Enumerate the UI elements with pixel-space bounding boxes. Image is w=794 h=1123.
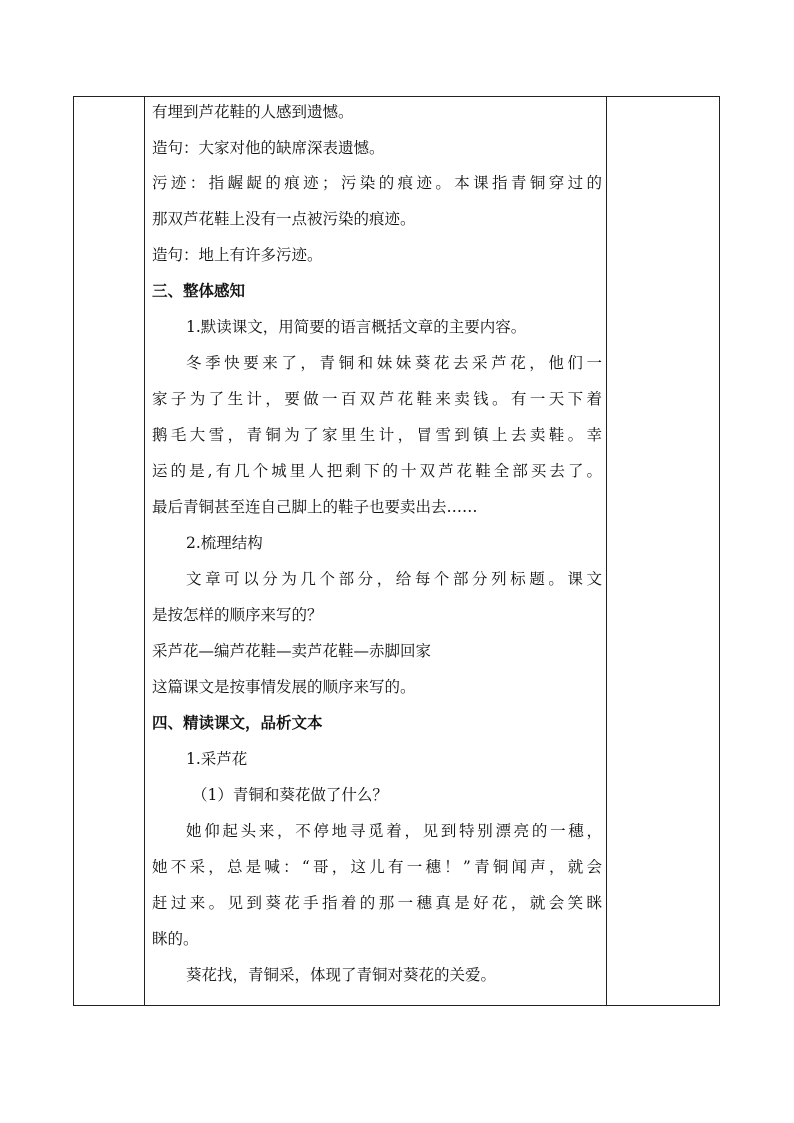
text-line: 污迹：指龌龊的痕迹；污染的痕迹。本课指青铜穿过的: [152, 174, 602, 192]
text-line: 文章可以分为几个部分，给每个部分列标题。课文: [186, 570, 602, 588]
text-line: 2.梳理结构: [186, 534, 263, 552]
column-divider-left: [144, 97, 145, 1005]
text-line: 1.采芦花: [186, 750, 248, 768]
text-line: 眯的。: [152, 930, 199, 948]
text-line: 运的是,有几个城里人把剩下的十双芦花鞋全部买去了。: [152, 462, 602, 480]
text-line: 是按怎样的顺序来写的？: [152, 606, 323, 624]
text-line: 赶过来。见到葵花手指着的那一穗真是好花，就会笑眯: [152, 894, 602, 912]
text-line: 葵花找，青铜采，体现了青铜对葵花的关爱。: [186, 966, 497, 984]
text-line: 1.默读课文，用简要的语言概括文章的主要内容。: [186, 318, 527, 336]
text-line: 有埋到芦花鞋的人感到遗憾。: [152, 103, 354, 121]
text-line: 造句：地上有许多污迹。: [152, 246, 323, 264]
section-heading: 四、精读课文，品析文本: [152, 713, 323, 732]
text-line: 冬季快要来了，青铜和妹妹葵花去采芦花，他们一: [186, 354, 602, 372]
text-line: （1）青铜和葵花做了什么？: [192, 786, 388, 804]
text-line: 那双芦花鞋上没有一点被污染的痕迹。: [152, 210, 416, 228]
text-line: 采芦花—编芦花鞋—卖芦花鞋—赤脚回家: [152, 642, 432, 660]
text-line: 家子为了生计，要做一百双芦花鞋来卖钱。有一天下着: [152, 390, 602, 408]
text-line: 最后青铜甚至连自己脚上的鞋子也要卖出去……: [152, 498, 478, 516]
column-divider-right: [606, 97, 607, 1005]
text-line: 她不采，总是喊：“哥，这儿有一穗！”青铜闻声，就会: [152, 858, 602, 876]
text-line: 她仰起头来，不停地寻觅着，见到特别漂亮的一穗，: [186, 822, 602, 840]
text-line: 这篇课文是按事情发展的顺序来写的。: [152, 678, 416, 696]
text-line: 鹅毛大雪，青铜为了家里生计，冒雪到镇上去卖鞋。幸: [152, 426, 602, 444]
text-line: 造句：大家对他的缺席深表遗憾。: [152, 139, 385, 157]
section-heading: 三、整体感知: [152, 281, 246, 300]
